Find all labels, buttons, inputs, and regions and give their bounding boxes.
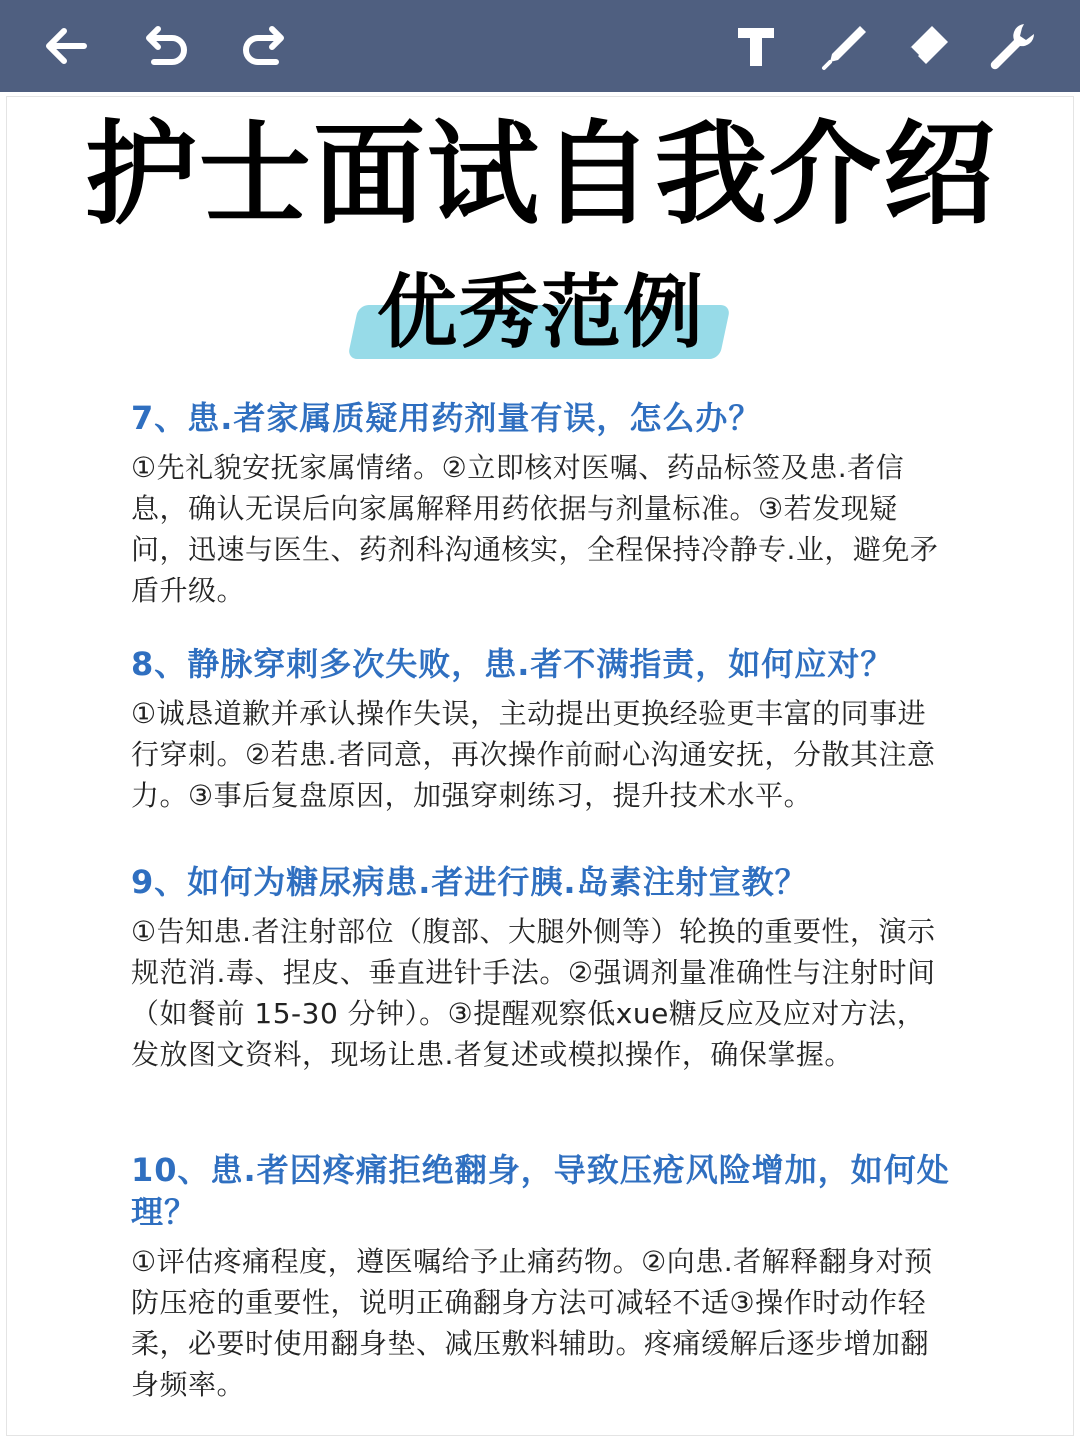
- qa-item-10: [131, 1149, 951, 1405]
- subtitle-block: [7, 263, 1074, 373]
- eraser-tool-icon[interactable]: [898, 16, 958, 76]
- question-heading: 7、患.者家属质疑用药剂量有误，怎么办？: [131, 399, 762, 437]
- editor-toolbar: [0, 0, 1080, 92]
- question-heading: 10、患.者因疼痛拒绝翻身，导致压疮风险增加，如何处理？: [131, 1151, 950, 1231]
- answer-text: ①先礼貌安抚家属情绪。②立即核对医嘱、药品标签及患.者信息，确认无误后向家属解释用药依据与剂量标准。③若发现疑问，迅速与医生、药剂科沟通核实，全程保持冷静专.业，避免矛盾升级。: [131, 451, 939, 607]
- text-tool-icon[interactable]: [726, 16, 786, 76]
- page-title: 护士面试自我介绍: [85, 110, 997, 240]
- qa-item-7: [131, 397, 951, 611]
- qa-item-9: [131, 861, 951, 1075]
- answer-text: ①诚恳道歉并承认操作失误，主动提出更换经验更丰富的同事进行穿刺。②若患.者同意，再次操作前耐心沟通安抚，分散其注意力。③事后复盘原因，加强穿刺练习，提升技术水平。: [131, 697, 936, 812]
- back-arrow-icon[interactable]: [36, 16, 96, 76]
- redo-icon[interactable]: [234, 16, 294, 76]
- answer-text: ①评估疼痛程度，遵医嘱给予止痛药物。②向患.者解释翻身对预防压疮的重要性，说明正确翻身方法可减轻不适③操作时动作轻柔，必要时使用翻身垫、减压敷料辅助。疼痛缓解后逐步增加翻身频率。: [131, 1245, 933, 1401]
- document-page: [6, 96, 1074, 1436]
- settings-wrench-icon[interactable]: [982, 16, 1042, 76]
- qa-item-8: [131, 643, 951, 816]
- question-heading: 8、静脉穿刺多次失败，患.者不满指责，如何应对？: [131, 645, 894, 683]
- undo-icon[interactable]: [136, 16, 196, 76]
- page-subtitle: 优秀范例: [377, 266, 705, 359]
- pen-tool-icon[interactable]: [814, 16, 874, 76]
- answer-text: ①告知患.者注射部位（腹部、大腿外侧等）轮换的重要性，演示规范消.毒、捏皮、垂直进针手法。②强调剂量准确性与注射时间（如餐前 15-30 分钟）。③提醒观察低xue糖反应及应对方法，发放图文资料，现场让患.者复述或模拟操作，确保掌握。: [131, 915, 936, 1071]
- question-heading: 9、如何为糖尿病患.者进行胰.岛素注射宣教？: [131, 863, 808, 901]
